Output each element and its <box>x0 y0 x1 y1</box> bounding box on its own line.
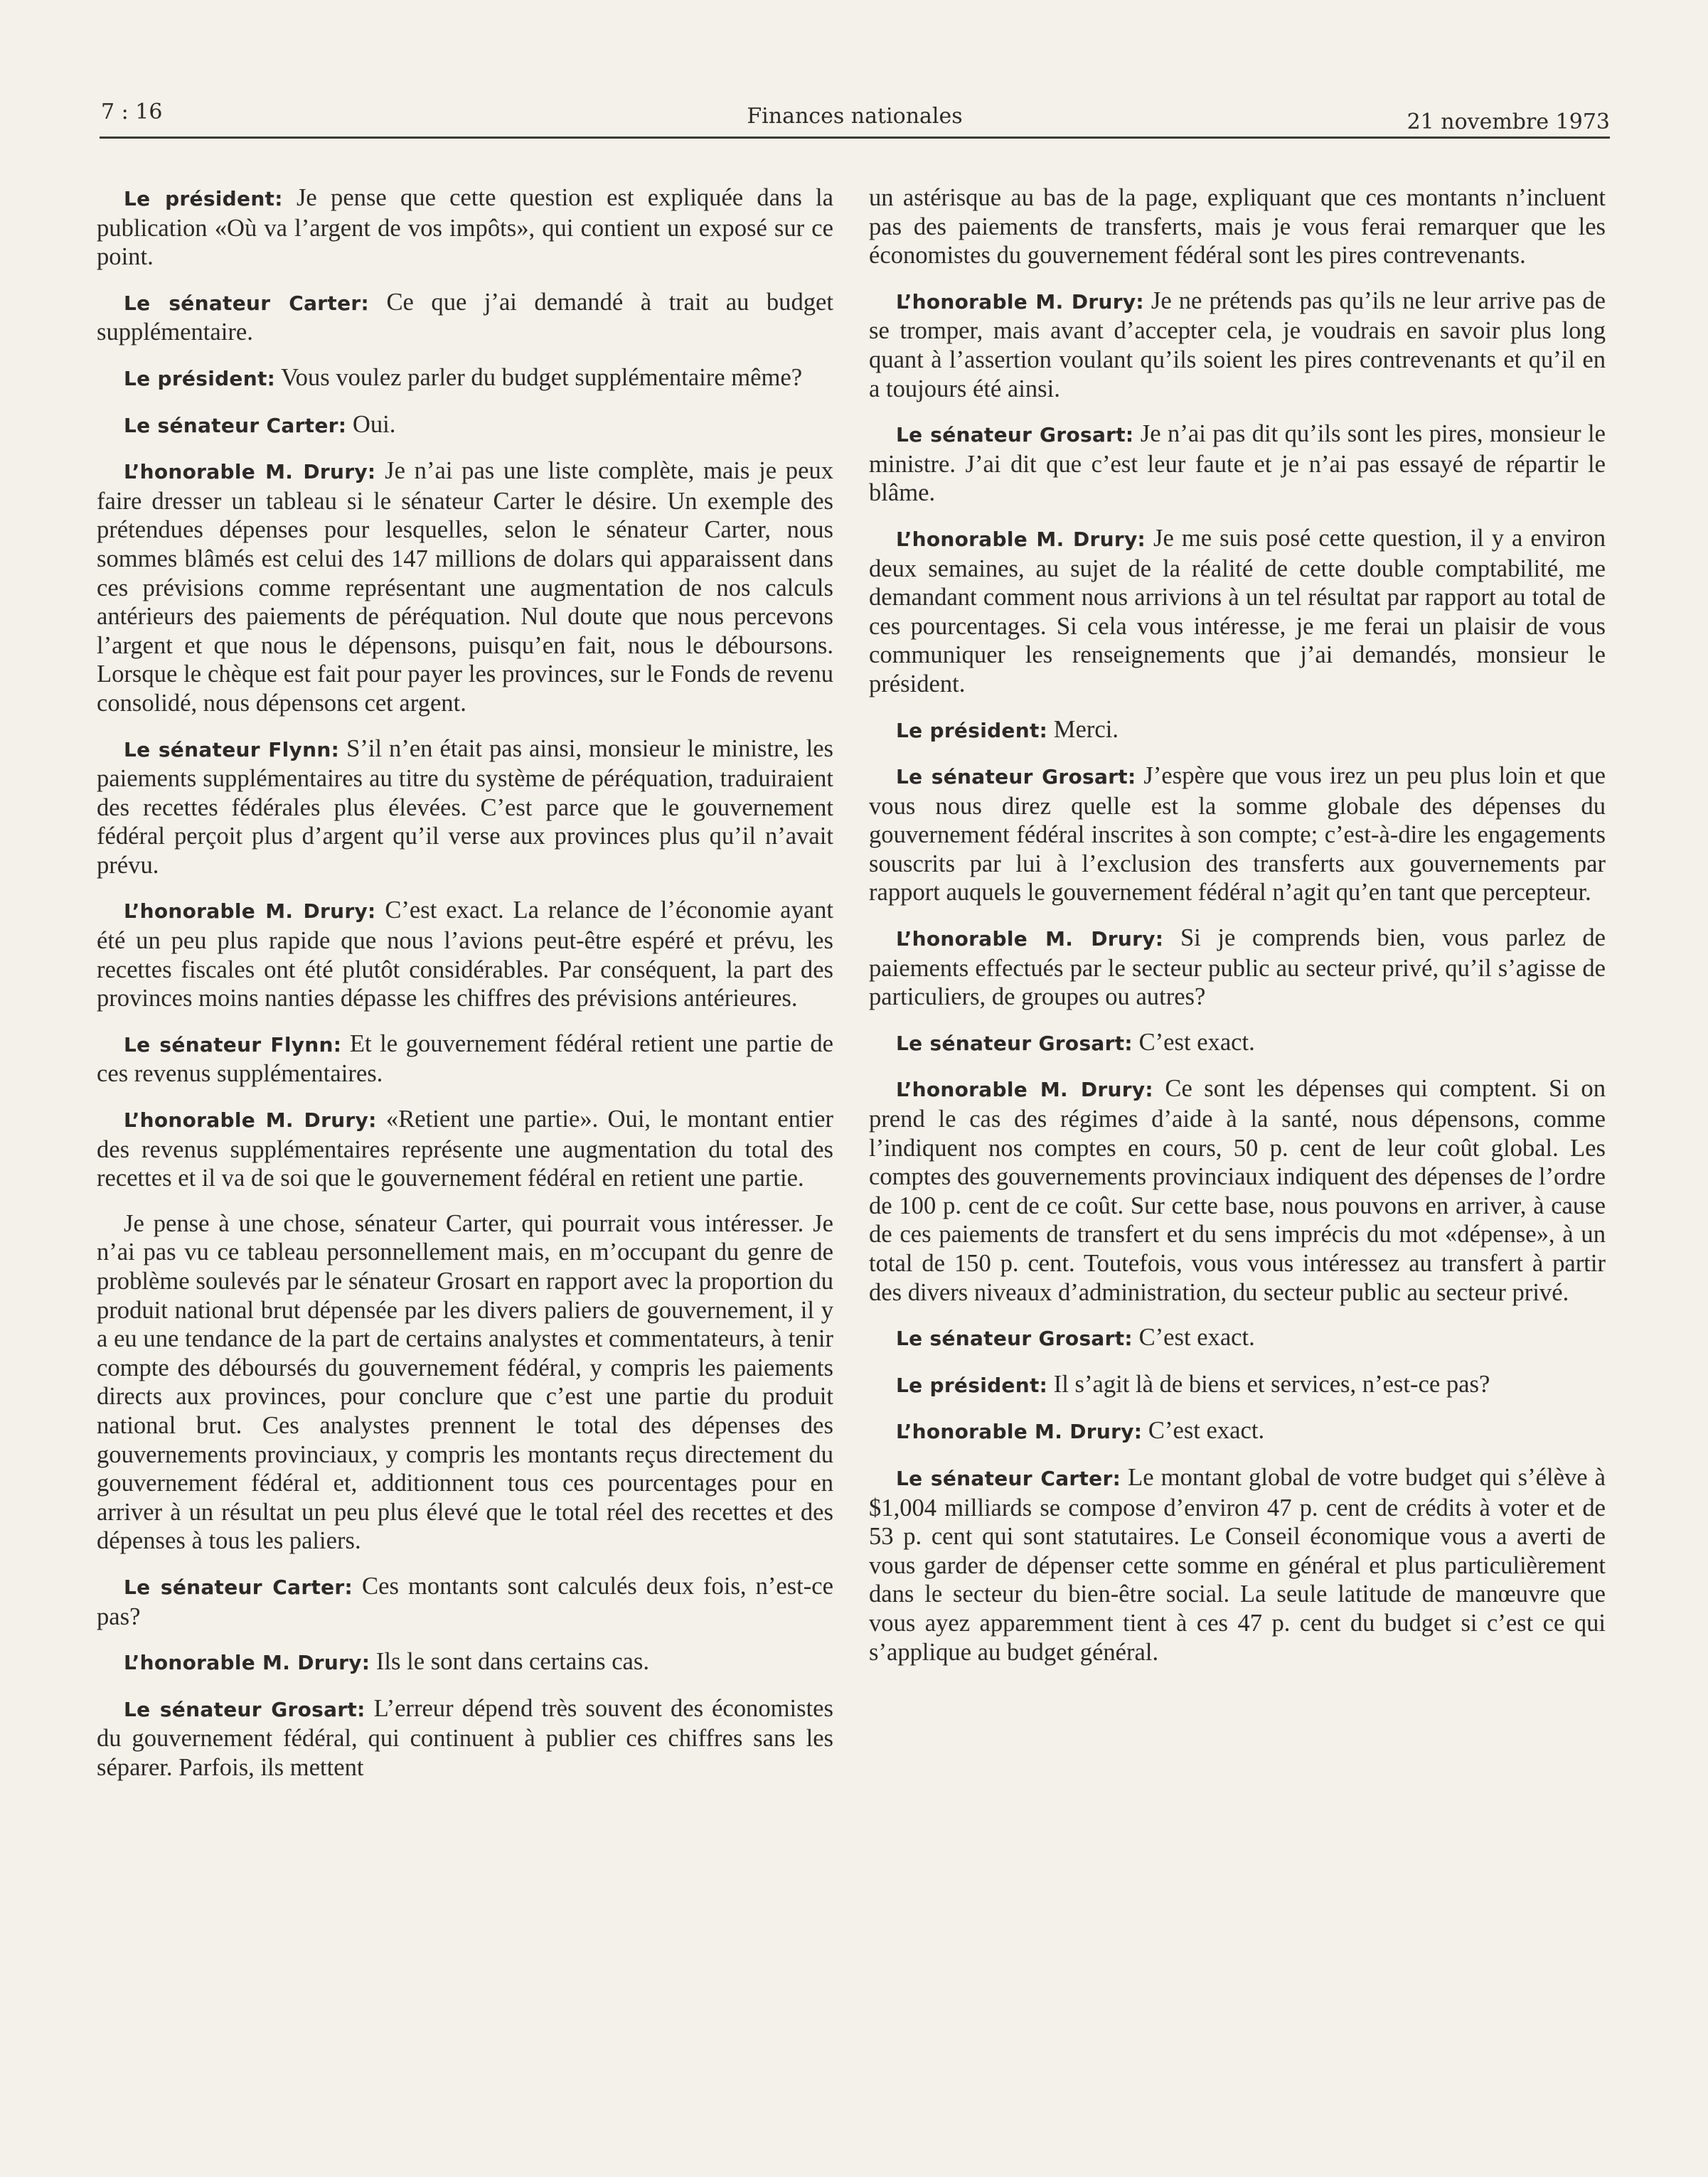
page-number: 7 : 16 <box>101 100 163 124</box>
paragraph-text: Ce sont les dépenses qui comptent. Si on prend le cas des régimes d’aide à la santé, nous dépensons, comme l’indiquent nos comptes en cours, 50 p. cent de leur coût global. Les comptes des gouvernements provinciaux indiquent des dépenses de l’ordre de 100 p. cent de ce coût. Sur cette base, nous pouvons en arriver, à cause de ces paiements de transfert et du sens imprécis du mot «dépense», à un total de 150 p. cent. Toutefois, vous vous intéressez au transfert à partir des divers niveaux d’administration, du secteur public au secteur privé. <box>869 1075 1606 1306</box>
paragraph <box>97 1209 833 1556</box>
paragraph-text: J’espère que vous irez un peu plus loin et que vous nous direz quelle est la somme globale des dépenses du gouvernement fédéral inscrites à son compte; c’est-à-dire les engagements souscrits par lui à l’exclusion des transferts aux gouvernements par rapport auquels le gouvernement fédéral n’agit qu’en tant que percepteur. <box>869 762 1606 906</box>
paragraph-text: Vous voulez parler du budget supplémentaire même? <box>275 363 803 391</box>
page-date: 21 novembre 1973 <box>1407 109 1610 134</box>
speaker-name: Le sénateur Grosart: <box>896 1327 1133 1351</box>
paragraph-text: Il s’agit là de biens et services, n’est-ce pas? <box>1047 1370 1490 1398</box>
paragraph <box>869 1416 1606 1447</box>
speaker-name: Le sénateur Carter: <box>124 1575 353 1599</box>
paragraph-text: C’est exact. <box>1132 1028 1255 1056</box>
paragraph-text: C’est exact. La relance de l’économie ayant été un peu plus rapide que nous l’avions peut-être espéré et prévu, les recettes fiscales ont été plutôt considérables. Par conséquent, la part des provinces moins nanties dépasse les chiffres des prévisions antérieures. <box>97 897 833 1012</box>
speaker-name: L’honorable M. Drury: <box>124 899 376 924</box>
paragraph <box>97 1694 833 1782</box>
paragraph <box>869 419 1606 508</box>
speaker-name: Le sénateur Grosart: <box>896 765 1136 789</box>
paragraph <box>869 1074 1606 1307</box>
speaker-name: L’honorable M. Drury: <box>896 289 1144 314</box>
paragraph-text: Je me suis posé cette question, il y a environ deux semaines, au sujet de la réalité de cette double comptabilité, me demandant comment nous arrivions à un tel résultat par rapport au total de ces pourcentages. Si cela vous intéresse, je me ferai un plaisir de vous communiquer les renseignements que j’ai demandés, monsieur le président. <box>869 524 1606 697</box>
publication-title: Finances nationales <box>747 104 963 129</box>
speaker-name: Le sénateur Carter: <box>124 413 347 437</box>
paragraph <box>869 1323 1606 1354</box>
paragraph-text: Ils le sont dans certains cas. <box>370 1648 650 1676</box>
paragraph-text: Je pense à une chose, sénateur Carter, qui pourrait vous intéresser. Je n’ai pas vu ce tableau personnellement mais, en m’occupant du genre de problème soulevés par le sénateur Grosart en rapport avec la proportion du produit national brut dépensée par les divers paliers de gouvernement, il y a eu une tendance de la part de certains analystes et commentateurs, à tenir compte des déboursés du gouvernement fédéral, y compris les paiements directs aux provinces, pour conclure que c’est une partie du produit national brut. Ces analystes prennent le total des dépenses des gouvernements provinciaux, y compris les montants reçus directement du gouvernement fédéral et, additionnent tous ces pourcentages pour en arriver à un résultat un peu plus élevé que le total réel des recettes et des dépenses à tous les paliers. <box>97 1209 833 1555</box>
paragraph <box>869 715 1606 746</box>
paragraph <box>97 1029 833 1088</box>
paragraph-text: Ce que j’ai demandé à trait au budget supplémentaire. <box>97 288 833 346</box>
paragraph-text: Je n’ai pas une liste complète, mais je peux faire dresser un tableau si le sénateur Carter le désire. Un exemple des prétendues dépenses pour lesquelles, selon le sénateur Carter, nous sommes blâmés est celui des 147 millions de dolars qui apparaissent dans ces prévisions comme représentant une augmentation de nos calculs antérieurs des paiements de péréquation. Nul doute que nous percevons l’argent et que nous le dépensons, puisqu’en fait, nous le déboursons. Lorsque le chèque est fait pour payer les provinces, sur le Fonds de revenu consolidé, nous dépensons cet argent. <box>97 457 833 717</box>
speaker-name: Le président: <box>896 718 1048 742</box>
speaker-name: L’honorable M. Drury: <box>124 460 376 484</box>
paragraph <box>97 363 833 394</box>
paragraph <box>869 924 1606 1012</box>
paragraph <box>97 456 833 717</box>
paragraph-text: un astérisque au bas de la page, expliquant que ces montants n’incluent pas des paiements de transferts, mais je vous ferai remarquer que les économistes du gouvernement fédéral sont les pires contrevenants. <box>869 184 1606 269</box>
paragraph <box>97 183 833 272</box>
speaker-name: Le sénateur Flynn: <box>124 1032 342 1057</box>
speaker-name: Le président: <box>896 1373 1048 1397</box>
speaker-name: Le sénateur Carter: <box>896 1466 1121 1490</box>
paragraph-text: «Retient une partie». Oui, le montant entier des revenus supplémentaires représente une augmentation du total des recettes et il va de soi que le gouvernement fédéral en retient une partie. <box>97 1106 833 1192</box>
paragraph <box>869 524 1606 699</box>
speaker-name: L’honorable M. Drury: <box>896 527 1146 551</box>
paragraph <box>97 288 833 347</box>
paragraph-text: Je ne prétends pas qu’ils ne leur arrive pas de se tromper, mais avant d’accepter cela, je voudrais en savoir plus long quant à l’assertion voulant qu’ils soient les pires contrevenants et qu’il en a toujours été ainsi. <box>869 287 1606 402</box>
speaker-name: Le sénateur Flynn: <box>124 737 340 761</box>
paragraph <box>869 1028 1606 1059</box>
speaker-name: Le sénateur Grosart: <box>896 1031 1133 1055</box>
speaker-name: Le président: <box>124 187 283 210</box>
paragraph <box>869 183 1606 270</box>
paragraph <box>97 896 833 1012</box>
paragraph <box>869 1463 1606 1667</box>
paragraph <box>97 734 833 880</box>
paragraph-text: Je pense que cette question est expliquée dans la publication «Où va l’argent de vos impôts», qui contient un exposé sur ce point. <box>97 184 833 271</box>
speaker-name: L’honorable M. Drury: <box>896 1078 1153 1102</box>
paragraph <box>869 761 1606 907</box>
speaker-name: Le sénateur Carter: <box>124 291 369 315</box>
left-column <box>97 183 833 1799</box>
paragraph-text: Si je comprends bien, vous parlez de paiements effectués par le secteur public au secteur privé, qu’il s’agisse de particuliers, de groupes ou autres? <box>869 924 1606 1011</box>
paragraph-text: Je n’ai pas dit qu’ils sont les pires, monsieur le ministre. J’ai dit que c’est leur faute et je n’ai pas essayé de répartir le blâme. <box>869 420 1606 507</box>
paragraph <box>97 1647 833 1678</box>
paragraph-text: Et le gouvernement fédéral retient une partie de ces revenus supplémentaires. <box>97 1029 833 1088</box>
running-header <box>100 100 1610 139</box>
speaker-name: L’honorable M. Drury: <box>896 927 1164 951</box>
speaker-name: L’honorable M. Drury: <box>896 1420 1143 1444</box>
paragraph-text: Ces montants sont calculés deux fois, n’est-ce pas? <box>97 1572 833 1630</box>
paragraph-text: L’erreur dépend très souvent des économistes du gouvernement fédéral, qui continuent à publier ces chiffres sans les séparer. Parfois, ils mettent <box>97 1694 833 1781</box>
speaker-name: Le président: <box>124 366 276 390</box>
speaker-name: L’honorable M. Drury: <box>124 1108 377 1133</box>
paragraph <box>97 410 833 441</box>
paragraph <box>869 287 1606 403</box>
paragraph-text: C’est exact. <box>1132 1324 1255 1352</box>
paragraph <box>869 1370 1606 1401</box>
speaker-name: Le sénateur Grosart: <box>124 1697 365 1721</box>
right-column <box>869 183 1606 1683</box>
speaker-name: L’honorable M. Drury: <box>124 1651 370 1675</box>
paragraph-text: S’il n’en était pas ainsi, monsieur le ministre, les paiements supplémentaires au titre du système de péréquation, traduiraient des recettes fédérales plus élevées. C’est parce que le gouvernement fédéral perçoit plus d’argent qu’il verse aux provinces plus qu’il n’avait prévu. <box>97 734 833 879</box>
paragraph <box>97 1105 833 1193</box>
paragraph-text: Le montant global de votre budget qui s’élève à $1,004 milliards se compose d’environ 47 p. cent de crédits à voter et de 53 p. cent qui sont statutaires. Le Conseil économique vous a averti de vous garder de dépenser cette somme en général et plus particulièrement dans le secteur du bien-être social. La seule latitude de manœuvre que vous ayez apparemment tient à ces 47 p. cent du budget si c’est ce qui s’applique au budget général. <box>869 1463 1606 1666</box>
paragraph <box>97 1572 833 1631</box>
paragraph-text: Oui. <box>346 410 396 438</box>
paragraph-text: Merci. <box>1047 715 1119 743</box>
speaker-name: Le sénateur Grosart: <box>896 423 1134 447</box>
paragraph-text: C’est exact. <box>1142 1417 1265 1445</box>
